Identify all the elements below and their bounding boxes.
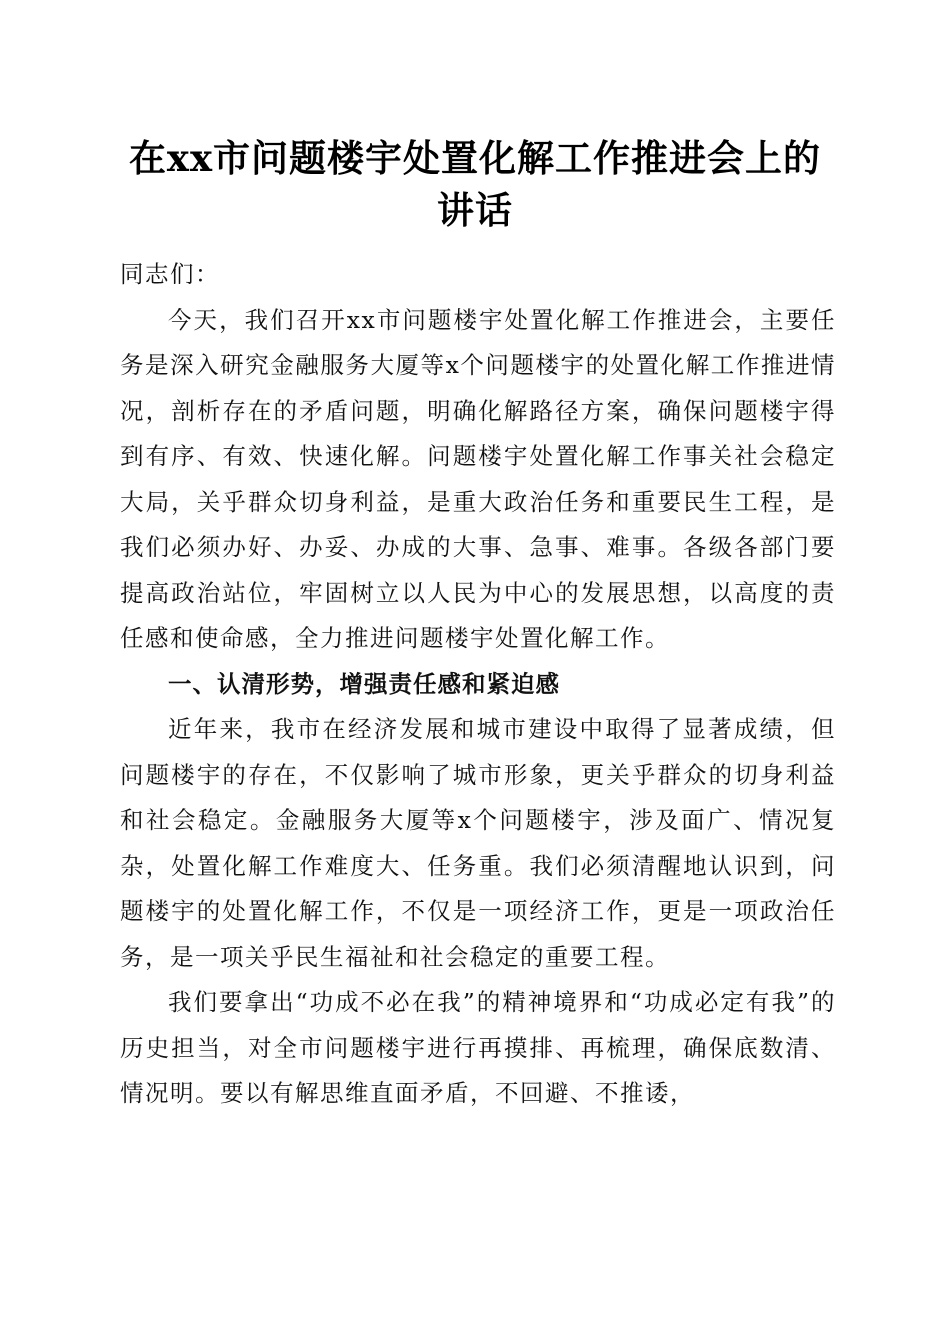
document-title: 在xx市问题楼宇处置化解工作推进会上的讲话 <box>128 136 822 232</box>
document-body <box>120 252 836 1117</box>
section-heading: 一、认清形势，增强责任感和紧迫感 <box>168 669 560 698</box>
section-paragraph: 近年来，我市在经济发展和城市建设中取得了显著成绩，但问题楼宇的存在，不仅影响了城市形象，更关乎群众的切身利益和社会稳定。金融服务大厦等x个问题楼宇，涉及面广、情况复杂，处置化解工作难度大、任务重。我们必须清醒地认识到，问题楼宇的处置化解工作，不仅是一项经济工作，更是一项政治任务，是一项关乎民生福祉和社会稳定的重要工程。 <box>120 715 836 971</box>
intro-paragraph: 今天，我们召开xx市问题楼宇处置化解工作推进会，主要任务是深入研究金融服务大厦等x个问题楼宇的处置化解工作推进情况，剖析存在的矛盾问题，明确化解路径方案，确保问题楼宇得到有序、有效、快速化解。问题楼宇处置化解工作事关社会稳定大局，关乎群众切身利益，是重大政治任务和重要民生工程，是我们必须办好、办妥、办成的大事、急事、难事。各级各部门要提高政治站位，牢固树立以人民为中心的发展思想，以高度的责任感和使命感，全力推进问题楼宇处置化解工作。 <box>120 305 836 652</box>
section-paragraph: 我们要拿出“功成不必在我”的精神境界和“功成必定有我”的历史担当，对全市问题楼宇进行再摸排、再梳理，确保底数清、情况明。要以有解思维直面矛盾，不回避、不推诿， <box>120 988 836 1107</box>
greeting: 同志们： <box>120 260 220 288</box>
